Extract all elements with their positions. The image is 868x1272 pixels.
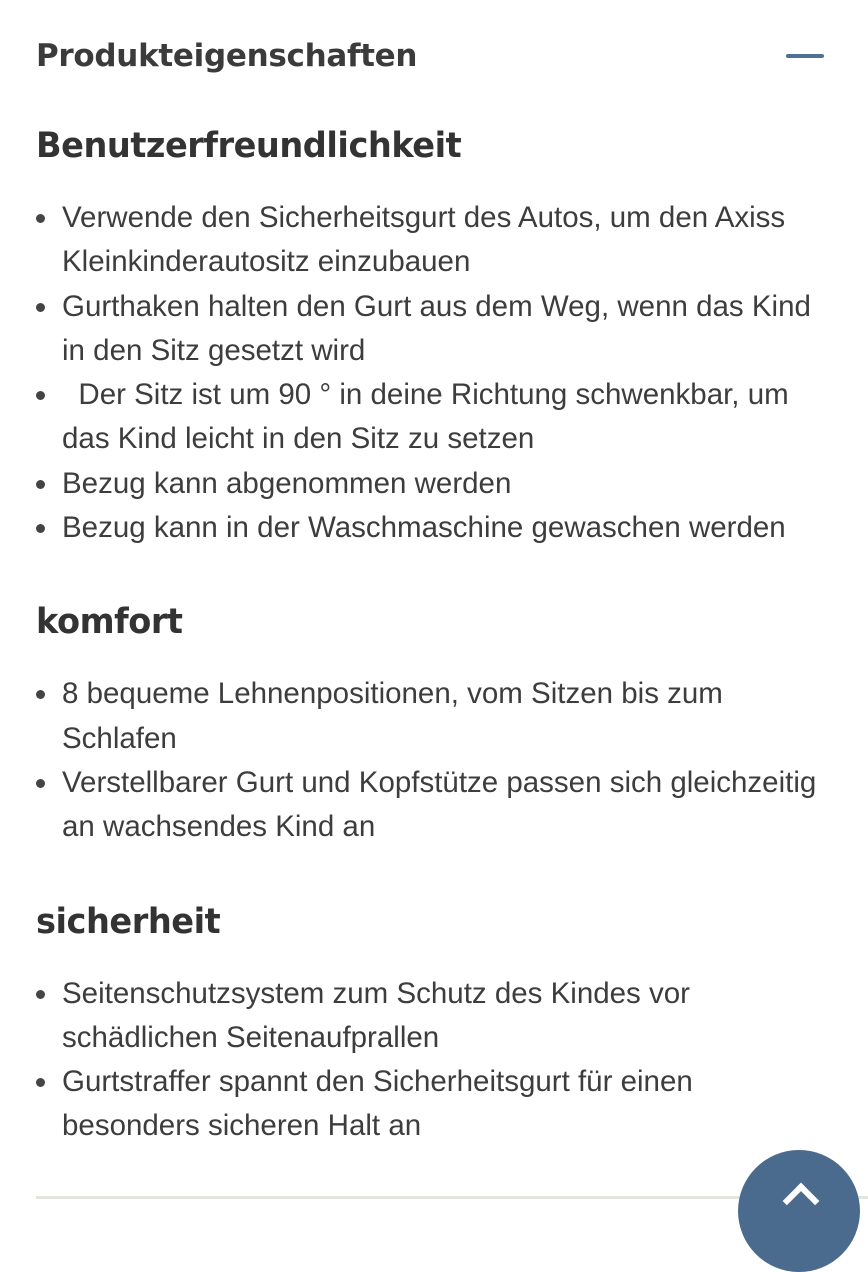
section-sicherheit <box>36 902 838 1149</box>
list-item: 8 bequeme Lehnenpositionen, vom Sitzen bis zum Schlafen <box>36 672 838 761</box>
section-benutzerfreundlichkeit <box>36 126 838 550</box>
list-item: Gurthaken halten den Gurt aus dem Weg, wenn das Kind in den Sitz gesetzt wird <box>36 285 838 374</box>
section-heading: komfort <box>36 602 183 643</box>
minus-icon[interactable] <box>786 54 824 58</box>
list-item: Der Sitz ist um 90 ° in deine Richtung schwenkbar, um das Kind leicht in den Sitz zu setzen <box>36 373 838 462</box>
feature-list <box>36 672 838 849</box>
feature-list <box>36 972 838 1149</box>
section-heading: Benutzerfreundlichkeit <box>36 126 462 166</box>
accordion-header[interactable] <box>36 30 832 82</box>
list-item: Gurtstraffer spannt den Sicherheitsgurt für einen besonders sicheren Halt an <box>36 1060 838 1149</box>
feature-list <box>36 196 838 550</box>
accordion-title: Produkteigenschaften <box>36 38 418 74</box>
list-item: Bezug kann abgenommen werden <box>36 462 838 506</box>
scroll-to-top-button[interactable] <box>738 1150 860 1272</box>
section-heading: sicherheit <box>36 901 221 942</box>
accordion-content <box>36 118 838 1149</box>
chevron-up-icon <box>783 1183 820 1220</box>
list-item: Bezug kann in der Waschmaschine gewaschen werden <box>36 506 838 550</box>
list-item: Verstellbarer Gurt und Kopfstütze passen sich gleichzeitig an wachsendes Kind an <box>36 761 838 850</box>
section-komfort <box>36 602 838 849</box>
list-item: Seitenschutzsystem zum Schutz des Kindes vor schädlichen Seitenaufprallen <box>36 972 838 1061</box>
list-item: Verwende den Sicherheitsgurt des Autos, um den Axiss Kleinkinderautositz einzubauen <box>36 196 838 285</box>
